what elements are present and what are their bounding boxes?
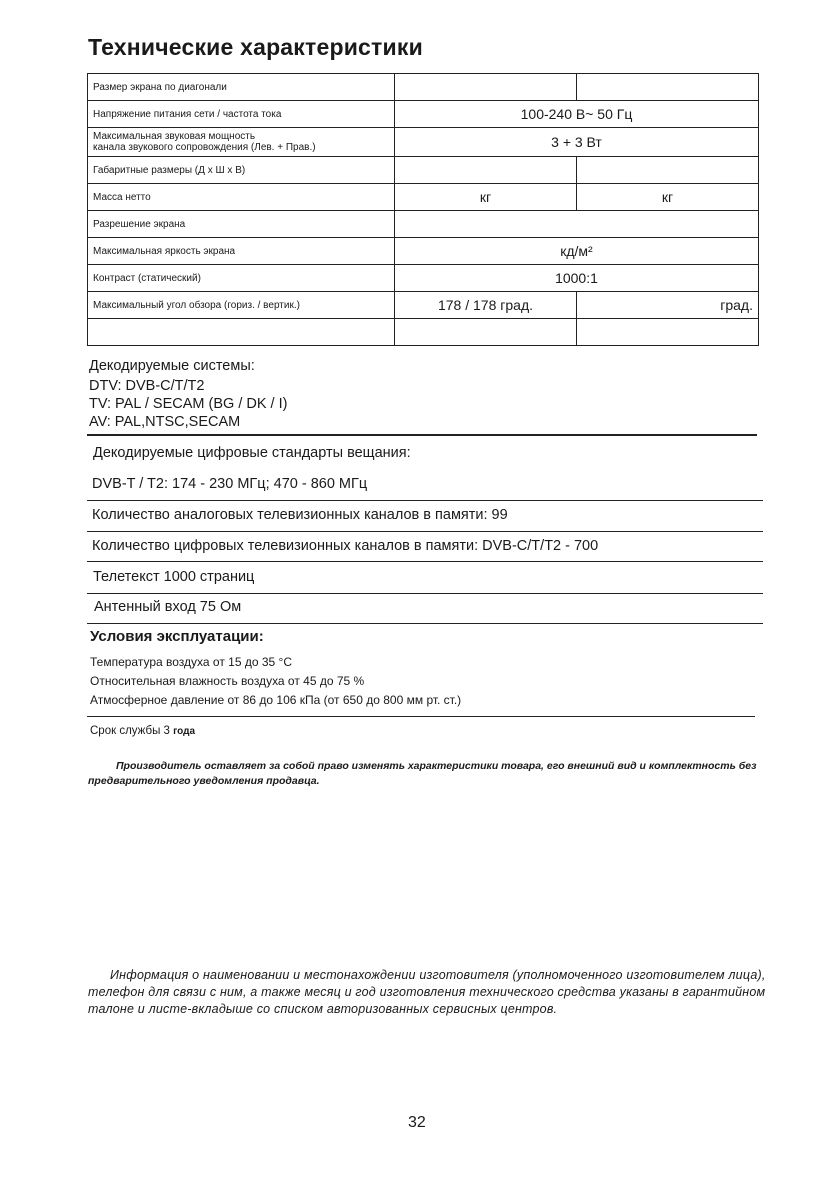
divider (87, 434, 757, 436)
decoding-tv: TV: PAL / SECAM (BG / DK / I) (89, 396, 288, 412)
teletext: Телетекст 1000 страниц (93, 569, 255, 585)
spec-value-left: кг (395, 184, 577, 211)
table-row (88, 128, 759, 157)
table-row (88, 319, 759, 346)
spec-label-line: канала звукового сопровождения (Лев. + Прав.) (93, 142, 316, 153)
spec-label: Контраст (статический) (88, 265, 395, 292)
spec-label: Разрешение экрана (88, 211, 395, 238)
table-row (88, 292, 759, 319)
divider (87, 593, 763, 594)
table-row (88, 157, 759, 184)
divider (87, 716, 755, 717)
decoding-dtv: DTV: DVB-C/T/T2 (89, 378, 205, 394)
conditions-humidity: Относительная влажность воздуха от 45 до 75 % (90, 674, 365, 688)
table-row (88, 265, 759, 292)
table-row (88, 101, 759, 128)
service-life-unit: года (173, 726, 196, 737)
conditions-title: Условия эксплуатации: (90, 628, 264, 645)
spec-value-right: град. (577, 292, 759, 319)
conditions-temperature: Температура воздуха от 15 до 35 °С (90, 655, 292, 669)
table-row (88, 74, 759, 101)
divider (87, 500, 763, 501)
spec-label: Максимальный угол обзора (гориз. / вертик.) (88, 292, 395, 319)
conditions-pressure: Атмосферное давление от 86 до 106 кПа (от 650 до 800 мм рт. ст.) (90, 693, 462, 707)
page-number: 32 (408, 1114, 426, 1131)
manufacturer-note: Производитель оставляет за собой право изменять характеристики товара, его внешний вид и комплектность без предварительного уведомления продавца. (88, 760, 757, 787)
spec-value (395, 211, 759, 238)
analog-channels: Количество аналоговых телевизионных каналов в памяти: 99 (92, 507, 508, 523)
spec-label: Габаритные размеры (Д х Ш х В) (88, 157, 395, 184)
service-life (90, 725, 195, 737)
spec-label (88, 128, 395, 157)
divider (87, 623, 763, 624)
digital-channels: Количество цифровых телевизионных каналов в памяти: DVB-C/T/T2 - 700 (92, 538, 599, 554)
spec-value-left (395, 157, 577, 184)
spec-label: Напряжение питания сети / частота тока (88, 101, 395, 128)
antenna-input: Антенный вход 75 Ом (94, 599, 242, 615)
spec-value: 1000:1 (395, 265, 759, 292)
decoding-heading: Декодируемые системы: (89, 358, 255, 374)
spec-label: Максимальная яркость экрана (88, 238, 395, 265)
spec-value-right (577, 157, 759, 184)
divider (87, 531, 763, 532)
table-row (88, 211, 759, 238)
spec-value-left (395, 319, 577, 346)
spec-label-line: Максимальная звуковая мощность (93, 131, 256, 142)
spec-value-left: 178 / 178 град. (395, 292, 577, 319)
service-life-text: Срок службы 3 (90, 725, 170, 737)
decoding-av: AV: PAL,NTSC,SECAM (89, 414, 241, 430)
manufacturer-info: Информация о наименовании и местонахождении изготовителя (уполномоченного изготовителем лица), телефон для связи с ним, а также месяц и год изготовления технического средства указаны в гарантийном талоне и листе-вкладыше со списком авторизованных сервисных центров. (88, 968, 766, 1016)
table-row (88, 184, 759, 211)
divider (87, 561, 763, 562)
specs-table (87, 73, 759, 346)
spec-label (88, 319, 395, 346)
spec-value-right (577, 74, 759, 101)
spec-value: 100-240 В~ 50 Гц (395, 101, 759, 128)
dvb-frequencies: DVB-T / T2: 174 - 230 МГц; 470 - 860 МГц (92, 476, 368, 492)
spec-value-left (395, 74, 577, 101)
table-row (88, 238, 759, 265)
spec-value-right (577, 319, 759, 346)
spec-value-right: кг (577, 184, 759, 211)
spec-label: Размер экрана по диагонали (88, 74, 395, 101)
spec-value: 3 + 3 Вт (395, 128, 759, 157)
page-title: Технические характеристики (88, 34, 423, 60)
spec-label: Масса нетто (88, 184, 395, 211)
spec-value: кд/м² (395, 238, 759, 265)
digital-standards-heading: Декодируемые цифровые стандарты вещания: (93, 445, 411, 461)
